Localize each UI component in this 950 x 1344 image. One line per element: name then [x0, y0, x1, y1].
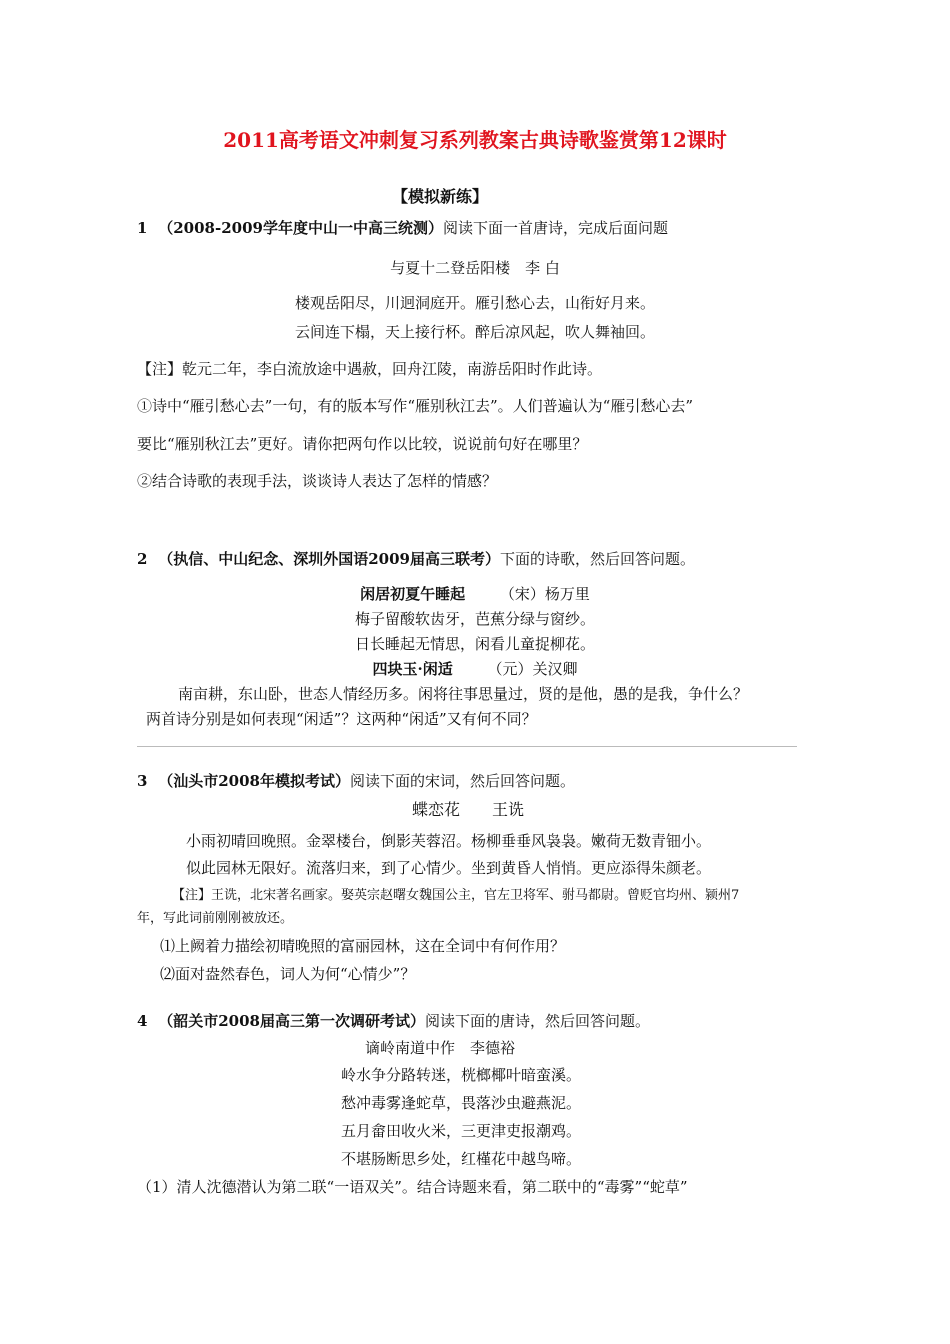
- poem-author: （元）关汉卿: [487, 660, 578, 678]
- poem-title: 四块玉·闲适: [372, 660, 453, 678]
- poem-line: 小雨初晴回晚照。金翠楼台，倒影芙蓉沼。杨柳垂垂风袅袅。嫩荷无数青钿小。: [186, 832, 712, 850]
- poem-heading: [0, 659, 950, 679]
- question-source: （执信、中山纪念、深圳外国语2009届高三联考）: [158, 550, 500, 568]
- question-number: 4: [137, 1012, 148, 1030]
- sub-question: ⑵面对盎然春色，词人为何“心情少”？: [160, 965, 416, 983]
- divider: [137, 746, 797, 747]
- question-instruction: 阅读下面的宋词，然后回答问题。: [349, 772, 575, 790]
- note-cont: 年，写此词前刚刚被放还。: [137, 911, 294, 926]
- question-2-header: [137, 549, 695, 569]
- note: 【注】王诜，北宋著名画家。娶英宗赵曙女魏国公主，官左卫将军、驸马都尉。曾贬官均州、颍州7: [172, 888, 740, 903]
- question-instruction: 下面的诗歌，然后回答问题。: [499, 550, 695, 568]
- question-3-header: [137, 771, 575, 791]
- sub-question: ②结合诗歌的表现手法，谈谈诗人表达了怎样的情感？: [137, 472, 498, 490]
- poem-heading: [0, 584, 950, 604]
- question-number: 2: [137, 550, 148, 568]
- question-4-header: [137, 1011, 650, 1031]
- question-instruction: 阅读下面的唐诗，然后回答问题。: [424, 1012, 650, 1030]
- poem-text: 南亩耕，东山卧，世态人情经历多。闲将往事思量过，贤的是他，愚的是我，争什么？: [178, 685, 749, 703]
- sub-question: ①诗中“雁引愁心去”一句，有的版本写作“雁别秋江去”。人们普遍认为“雁引愁心去”: [137, 397, 694, 415]
- poem-title: 闲居初夏午睡起: [360, 585, 466, 603]
- page-title: 2011高考语文冲刺复习系列教案古典诗歌鉴赏第12课时: [223, 128, 727, 152]
- poem-line: 五月畲田收火米，三更津吏报潮鸡。: [341, 1122, 582, 1140]
- question-text: 两首诗分别是如何表现“闲适”？这两种“闲适”又有何不同？: [146, 710, 537, 728]
- sub-question: ⑴上阙着力描绘初晴晚照的富丽园林，这在全词中有何作用？: [160, 937, 566, 955]
- poem-line: 云间连下榻，天上接行杯。醉后凉风起，吹人舞袖回。: [294, 323, 655, 341]
- poem-line: 愁冲毒雾逢蛇草，畏落沙虫避燕泥。: [341, 1094, 582, 1112]
- question-number: 3: [137, 772, 148, 790]
- poem-line: 似此园林无限好。流落归来，到了心情少。坐到黄昏人悄悄。更应添得朱颜老。: [186, 859, 712, 877]
- question-1-header: [137, 218, 668, 238]
- poem-author: （宋）杨万里: [499, 585, 590, 603]
- poem-line: 不堪肠断思乡处，红槿花中越鸟啼。: [341, 1150, 582, 1168]
- note: 【注】乾元二年，李白流放途中遇赦，回舟江陵，南游岳阳时作此诗。: [137, 360, 603, 378]
- sub-question: （1）清人沈德潜认为第二联“一语双关”。结合诗题来看，第二联中的“毒雾”“蛇草”: [137, 1178, 688, 1196]
- question-source: （2008-2009学年度中山一中高三统测）: [158, 219, 443, 237]
- poem-line: 梅子留酸软齿牙，芭蕉分绿与窗纱。: [354, 610, 595, 628]
- question-source: （汕头市2008年模拟考试）: [158, 772, 350, 790]
- question-number: 1: [137, 219, 148, 237]
- poem-line: 岭水争分路转迷，桄榔椰叶暗蛮溪。: [341, 1066, 582, 1084]
- question-source: （韶关市2008届高三第一次调研考试）: [158, 1012, 425, 1030]
- section-heading: 【模拟新练】: [392, 187, 489, 206]
- poem-line: 楼观岳阳尽，川迥洞庭开。雁引愁心去，山衔好月来。: [294, 294, 655, 312]
- poem-title: 蝶恋花 王诜: [412, 800, 525, 819]
- poem-title: 与夏十二登岳阳楼 李 白: [390, 259, 560, 277]
- question-instruction: 阅读下面一首唐诗，完成后面问题: [442, 219, 668, 237]
- poem-title: 谪岭南道中作 李德裕: [365, 1039, 516, 1057]
- poem-line: 日长睡起无情思，闲看儿童捉柳花。: [354, 635, 595, 653]
- sub-question-cont: 要比“雁别秋江去”更好。请你把两句作以比较，说说前句好在哪里？: [137, 435, 588, 453]
